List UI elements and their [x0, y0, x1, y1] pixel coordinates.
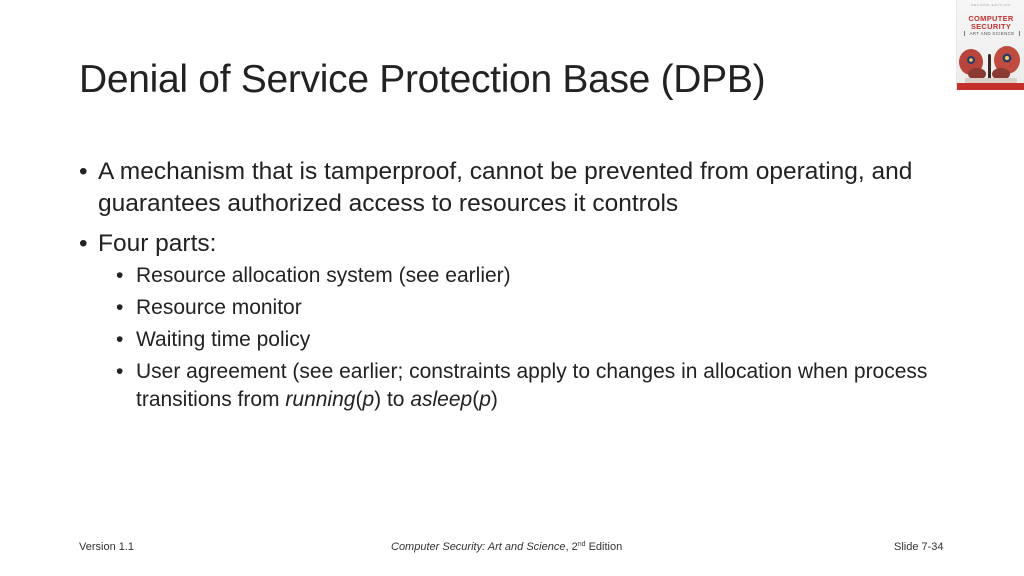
cover-subtitle: ART AND SCIENCE [964, 31, 1020, 36]
bullet-icon: • [79, 230, 88, 257]
sub-bullet-text: Waiting time policy [136, 328, 311, 351]
slide-title: Denial of Service Protection Base (DPB) [79, 58, 766, 101]
bullet-item [79, 156, 959, 220]
sub-bullet-item [79, 294, 959, 322]
footer-version: Version 1.1 [79, 541, 135, 553]
footer-title-italic: Computer Security: Art and Science [391, 541, 566, 553]
text-segment: User agreement (see earlier; constraints apply to changes in allocation when process transitions from [136, 360, 928, 411]
cover-bottom-band [957, 83, 1024, 90]
footer-edition-suffix: nd [577, 541, 586, 548]
sub-bullet-text: Resource allocation system (see earlier) [136, 264, 511, 287]
bullet-icon: • [116, 264, 124, 287]
cover-title-line2: SECURITY [970, 22, 1012, 31]
book-cover-image [956, 0, 1024, 90]
bullet-icon: • [116, 360, 124, 383]
bullet-text: A mechanism that is tamperproof, cannot be prevented from operating, and guarantees authorized access to resources it controls [98, 158, 913, 217]
italic-var-p: p [479, 388, 491, 411]
italic-term-asleep: asleep [410, 388, 473, 411]
footer-edition-number: 2 [571, 541, 578, 553]
bullet-item [79, 228, 959, 260]
sub-bullet-item [79, 326, 959, 354]
sub-bullet-text: Resource monitor [136, 296, 302, 319]
sub-bullet-item [79, 262, 959, 290]
sub-bullet-item [79, 358, 959, 414]
cover-edition-label: SECOND EDITION [971, 3, 1011, 7]
footer-edition-word: Edition [588, 541, 623, 553]
cover-title-line1: COMPUTER [968, 14, 1014, 23]
bullet-text: Four parts: [98, 230, 217, 257]
sub-bullet-text: User agreement (see earlier; constraints apply to changes in allocation when process transitions from running(p) to asleep(p) [136, 360, 928, 411]
bullet-icon: • [116, 328, 124, 351]
slide-body [79, 156, 959, 418]
footer-slide-number: Slide 7-34 [894, 541, 944, 553]
text-segment: to [381, 388, 411, 411]
bullet-icon: • [116, 296, 124, 319]
footer-book-title: Computer Security: Art and Science, 2nd Edition [391, 541, 623, 553]
bullet-icon: • [79, 158, 88, 185]
italic-term-running: running [285, 388, 356, 411]
italic-var-p: p [362, 388, 375, 411]
